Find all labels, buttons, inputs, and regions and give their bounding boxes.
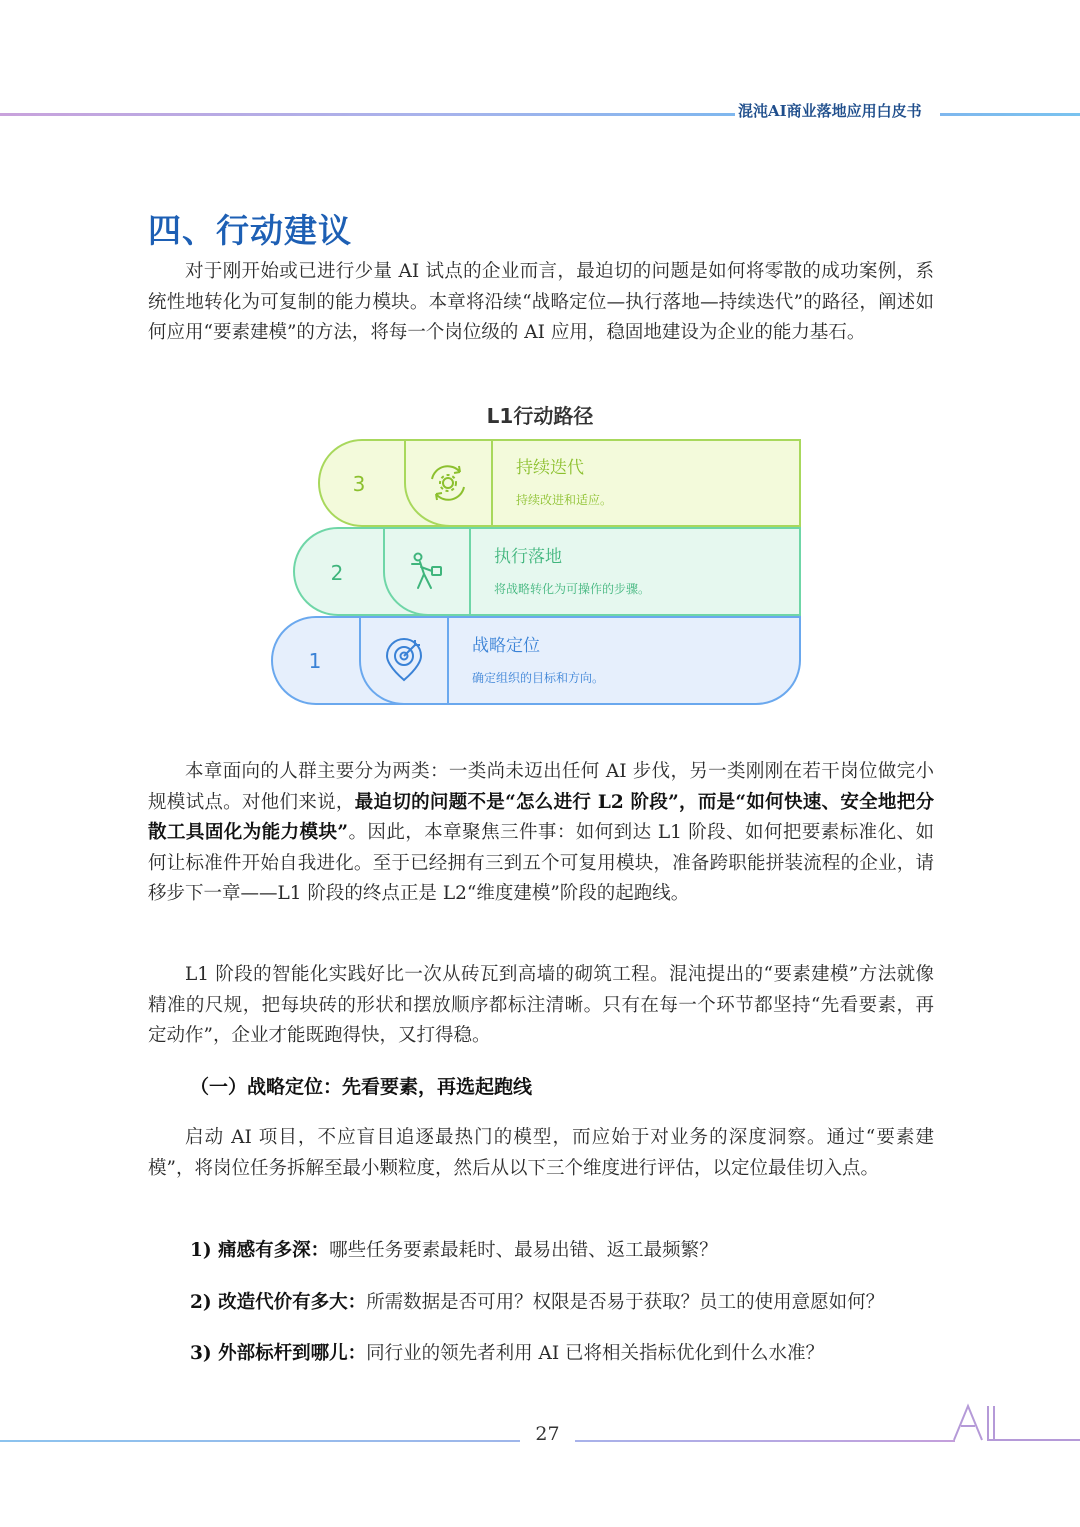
question-text: 所需数据是否可用？权限是否易于获取？员工的使用意愿如何？: [366, 1292, 885, 1313]
question-label: 3) 外部标杆到哪儿：: [190, 1343, 367, 1364]
audience-text-2: 。因此，本章聚焦三件事：如何到达 L1 阶段、如何把要素标准化、如何让标准件开始自我进化。至于已经拥有三到五个可复用模块，准备跨职能拼装流程的企业，请移步下一章——L1 阶段的终点正是 L2“维度建模”阶段的起跑线。: [148, 822, 934, 904]
step-title: 战略定位: [472, 636, 540, 656]
step-3: [319, 440, 800, 526]
step-number: 3: [352, 472, 366, 496]
l1-action-path-diagram: [0, 0, 1080, 720]
footer-rule-right: [575, 1440, 955, 1442]
strategy-paragraph: 启动 AI 项目，不应盲目追逐最热门的模型，而应始于对业务的深度洞察。通过“要素建模”，将岗位任务拆解至最小颗粒度，然后从以下三个维度进行评估，以定位最佳切入点。: [148, 1127, 934, 1179]
step-description: 持续改进和适应。: [516, 493, 613, 507]
step-description: 将战略转化为可操作的步骤。: [494, 582, 651, 596]
footer-rule-left: [0, 1440, 520, 1442]
question-item: [190, 1339, 824, 1365]
subsection-title: （一）战略定位：先看要素，再选起跑线: [190, 1076, 533, 1098]
question-label: 2) 改造代价有多大：: [190, 1292, 367, 1313]
audience-paragraph: [148, 757, 934, 910]
question-text: 哪些任务要素最耗时、最易出错、返工最频繁？: [329, 1240, 718, 1261]
section-title: 四、行动建议: [148, 211, 352, 250]
step-title: 执行落地: [494, 547, 562, 567]
document-title: 混沌AI商业落地应用白皮书: [738, 102, 922, 120]
question-label: 1) 痛感有多深：: [190, 1240, 330, 1261]
question-item: [190, 1236, 718, 1262]
diagram-title: L1行动路径: [486, 404, 594, 428]
step-1: [272, 617, 800, 704]
step-description: 确定组织的目标和方向。: [472, 671, 605, 685]
audience-text-1: 本章面向的人群主要分为两类：一类尚未迈出任何 AI 步伐，另一类刚刚在若干岗位做完小规模试点。对他们来说，: [148, 761, 934, 813]
step-title: 持续迭代: [516, 458, 584, 478]
step-2: [294, 528, 800, 615]
step-number: 1: [308, 649, 322, 673]
audience-emphasis: 最迫切的问题不是“怎么进行 L2 阶段”，而是“如何快速、安全地把分散工具固化为能力模块”: [148, 791, 934, 843]
intro-paragraph: 对于刚开始或已进行少量 AI 试点的企业而言，最迫切的问题是如何将零散的成功案例，系统性地转化为可复制的能力模块。本章将沿续“战略定位—执行落地—持续迭代”的路径，阐述如何应用“要素建模”的方法，将每一个岗位级的 AI 应用，稳固地建设为企业的能力基石。: [148, 261, 934, 343]
step-number: 2: [330, 561, 344, 585]
analogy-paragraph: L1 阶段的智能化实践好比一次从砖瓦到高墙的砌筑工程。混沌提出的“要素建模”方法就像精准的尺规，把每块砖的形状和摆放顺序都标注清晰。只有在每一个环节都坚持“先看要素，再定动作”，企业才能既跑得快，又打得稳。: [148, 964, 934, 1046]
ai-logo-icon: [940, 1400, 1080, 1445]
page-number: 27: [535, 1423, 560, 1445]
question-item: [190, 1288, 884, 1314]
question-text: 同行业的领先者利用 AI 已将相关指标优化到什么水准？: [366, 1343, 825, 1364]
